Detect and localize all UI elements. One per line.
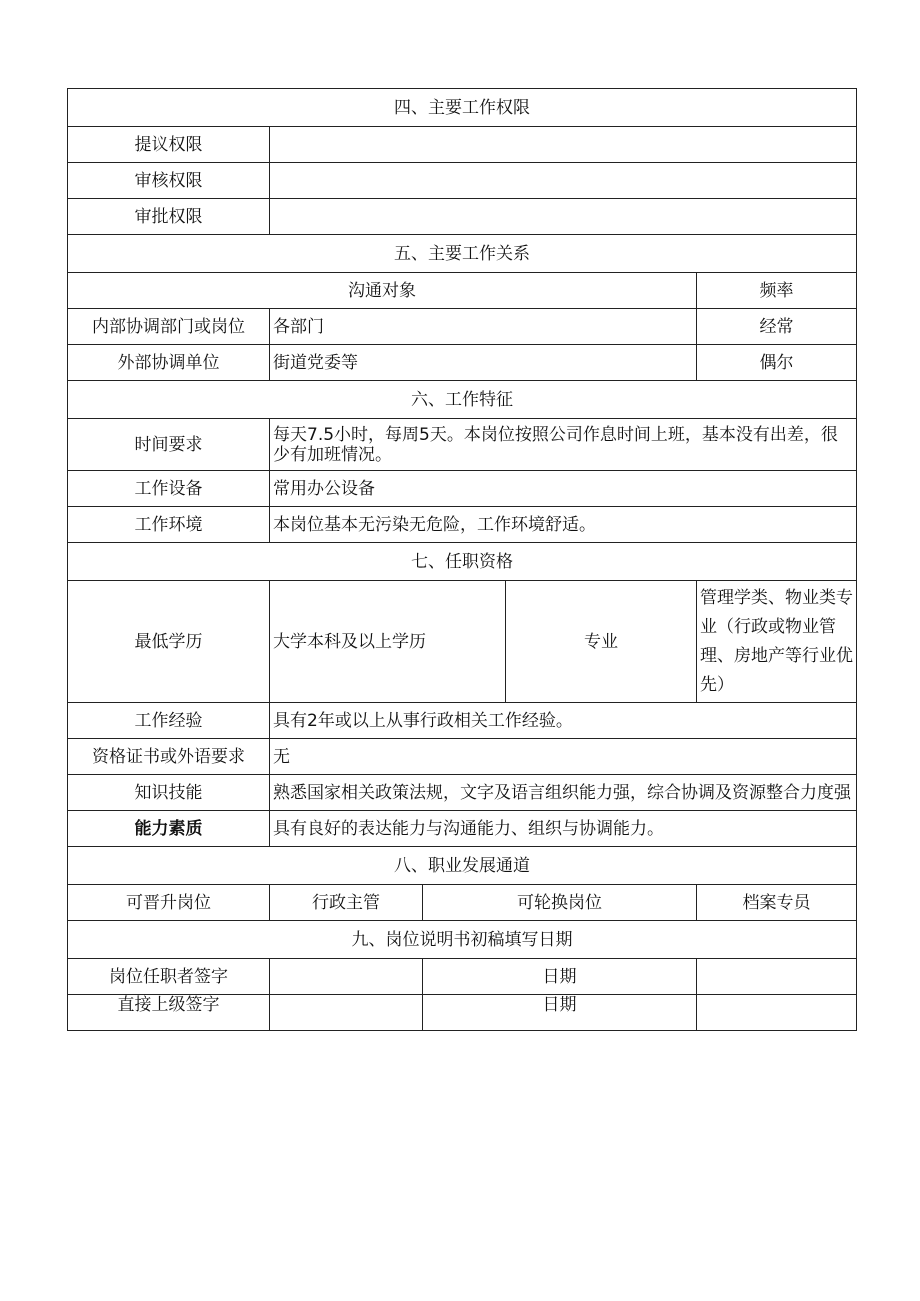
table-row [68, 995, 857, 1031]
supervisor-sign-label: 直接上级签字 [68, 995, 270, 1031]
work-equipment-value: 常用办公设备 [270, 471, 857, 507]
approve-authority-value[interactable] [270, 199, 857, 235]
work-environment-label: 工作环境 [68, 507, 270, 543]
certificate-label: 资格证书或外语要求 [68, 739, 270, 775]
frequency-header: 频率 [697, 273, 857, 309]
supervisor-date-label: 日期 [423, 995, 697, 1031]
review-authority-value[interactable] [270, 163, 857, 199]
propose-authority-label: 提议权限 [68, 127, 270, 163]
supervisor-date-field[interactable] [697, 995, 857, 1031]
table-row [68, 885, 857, 921]
table-row [68, 959, 857, 995]
work-equipment-label: 工作设备 [68, 471, 270, 507]
table-row [68, 471, 857, 507]
external-coordination-target: 街道党委等 [270, 345, 697, 381]
table-row [68, 507, 857, 543]
section-9-title: 九、岗位说明书初稿填写日期 [68, 921, 857, 959]
section-8-title: 八、职业发展通道 [68, 847, 857, 885]
section-4-title: 四、主要工作权限 [68, 89, 857, 127]
internal-coordination-target: 各部门 [270, 309, 697, 345]
table-row [68, 811, 857, 847]
work-environment-value: 本岗位基本无污染无危险，工作环境舒适。 [270, 507, 857, 543]
min-education-label: 最低学历 [68, 581, 270, 703]
rotation-value: 档案专员 [697, 885, 857, 921]
table-row [68, 419, 857, 471]
table-row [68, 199, 857, 235]
certificate-value: 无 [270, 739, 857, 775]
section-6-title: 六、工作特征 [68, 381, 857, 419]
external-coordination-frequency: 偶尔 [697, 345, 857, 381]
review-authority-label: 审核权限 [68, 163, 270, 199]
communication-target-header: 沟通对象 [68, 273, 697, 309]
rotation-label: 可轮换岗位 [423, 885, 697, 921]
promotion-label: 可晋升岗位 [68, 885, 270, 921]
table-row [68, 581, 857, 703]
job-description-form [67, 88, 857, 1031]
propose-authority-value[interactable] [270, 127, 857, 163]
external-coordination-label: 外部协调单位 [68, 345, 270, 381]
incumbent-sign-label: 岗位任职者签字 [68, 959, 270, 995]
table-row [68, 775, 857, 811]
major-label: 专业 [506, 581, 697, 703]
work-experience-label: 工作经验 [68, 703, 270, 739]
table-row [68, 739, 857, 775]
incumbent-date-label: 日期 [423, 959, 697, 995]
section-7-title: 七、任职资格 [68, 543, 857, 581]
promotion-value: 行政主管 [270, 885, 423, 921]
min-education-value: 大学本科及以上学历 [270, 581, 506, 703]
table-row [68, 273, 857, 309]
knowledge-skills-label: 知识技能 [68, 775, 270, 811]
major-value: 管理学类、物业类专业（行政或物业管理、房地产等行业优先） [697, 581, 857, 703]
approve-authority-label: 审批权限 [68, 199, 270, 235]
competency-label: 能力素质 [68, 811, 270, 847]
supervisor-sign-field[interactable] [270, 995, 423, 1031]
internal-coordination-frequency: 经常 [697, 309, 857, 345]
table-row [68, 703, 857, 739]
table-row [68, 163, 857, 199]
work-experience-value: 具有2年或以上从事行政相关工作经验。 [270, 703, 857, 739]
section-5-title: 五、主要工作关系 [68, 235, 857, 273]
table-row [68, 345, 857, 381]
knowledge-skills-value: 熟悉国家相关政策法规，文字及语言组织能力强，综合协调及资源整合力度强 [270, 775, 857, 811]
competency-value: 具有良好的表达能力与沟通能力、组织与协调能力。 [270, 811, 857, 847]
table-row [68, 309, 857, 345]
incumbent-date-field[interactable] [697, 959, 857, 995]
table-row [68, 127, 857, 163]
time-requirement-label: 时间要求 [68, 419, 270, 471]
internal-coordination-label: 内部协调部门或岗位 [68, 309, 270, 345]
time-requirement-value: 每天7.5小时，每周5天。本岗位按照公司作息时间上班，基本没有出差，很少有加班情况。 [270, 419, 857, 471]
incumbent-sign-field[interactable] [270, 959, 423, 995]
